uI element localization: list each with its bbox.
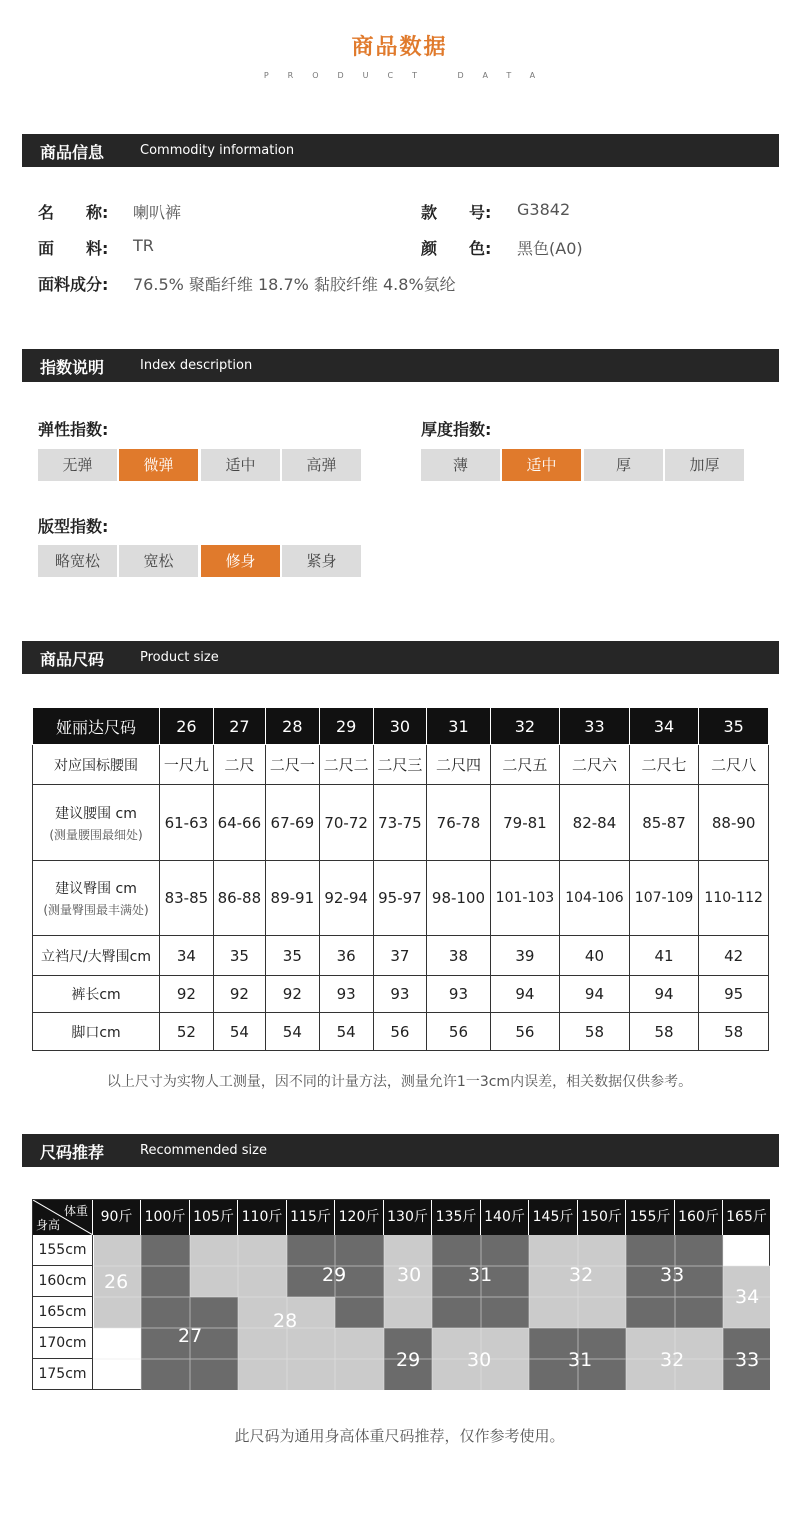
zone-label-34: 34 bbox=[735, 1286, 760, 1308]
table-cell: 38 bbox=[427, 936, 490, 976]
table-cell: 二尺八 bbox=[699, 745, 769, 785]
composition-value: 76.5% 聚酯纤维 18.7% 黏胶纤维 4.8%氨纶 bbox=[133, 275, 456, 294]
table-row bbox=[33, 785, 769, 861]
page-subtitle: PRODUCT DATA bbox=[263, 71, 555, 80]
table-cell: 二尺五 bbox=[490, 745, 560, 785]
table-cell: 二尺四 bbox=[427, 745, 490, 785]
table-cell: 94 bbox=[629, 976, 699, 1013]
table-cell: 36 bbox=[319, 936, 373, 976]
zone-label-32: 32 bbox=[569, 1264, 594, 1286]
table-cell: 37 bbox=[373, 936, 427, 976]
zone-label-29-low: 29 bbox=[396, 1349, 421, 1371]
section-title-en: Index description bbox=[140, 358, 253, 373]
size-note: 以上尺寸为实物人工测量，因不同的计量方法，测量允许1一3cm内误差，相关数据仅供参考。 bbox=[106, 1074, 693, 1090]
table-cell: 88-90 bbox=[699, 785, 769, 861]
size-col: 26 bbox=[160, 708, 214, 745]
fit-option: 略宽松 bbox=[38, 545, 117, 577]
table-cell: 86-88 bbox=[213, 861, 265, 936]
fit-option: 紧身 bbox=[282, 545, 361, 577]
row-label: 脚口cm bbox=[33, 1013, 160, 1051]
section-bar-index bbox=[22, 349, 779, 382]
table-cell: 92 bbox=[160, 976, 214, 1013]
elastic-option: 无弹 bbox=[38, 449, 117, 481]
section-bar-size bbox=[22, 641, 779, 674]
table-cell: 34 bbox=[160, 936, 214, 976]
elastic-option-selected: 微弹 bbox=[119, 449, 198, 481]
table-cell: 二尺一 bbox=[265, 745, 319, 785]
composition-label: 面料成分: bbox=[38, 275, 109, 294]
size-col: 34 bbox=[629, 708, 699, 745]
section-title-cn: 商品信息 bbox=[40, 143, 105, 162]
rec-note: 此尺码为通用身高体重尺码推荐，仅作参考使用。 bbox=[234, 1427, 565, 1445]
row-label: 立裆尺/大臀围cm bbox=[33, 936, 160, 976]
weight-header: 120斤 bbox=[335, 1200, 384, 1235]
zone-label-31-low: 31 bbox=[568, 1349, 593, 1371]
height-label: 175cm bbox=[33, 1359, 93, 1390]
section-title-en: Recommended size bbox=[140, 1143, 267, 1158]
table-row bbox=[33, 861, 769, 936]
table-cell: 56 bbox=[427, 1013, 490, 1051]
table-cell: 92-94 bbox=[319, 861, 373, 936]
thickness-option: 加厚 bbox=[665, 449, 744, 481]
size-table bbox=[32, 707, 769, 1051]
section-bar-rec bbox=[22, 1134, 779, 1167]
weight-header: 160斤 bbox=[675, 1200, 723, 1235]
table-cell: 95 bbox=[699, 976, 769, 1013]
row-label bbox=[33, 785, 160, 861]
height-label: 170cm bbox=[33, 1328, 93, 1359]
weight-header: 90斤 bbox=[93, 1200, 141, 1235]
weight-header: 140斤 bbox=[481, 1200, 529, 1235]
table-row bbox=[33, 976, 769, 1013]
row-label-main: 建议腰围 cm bbox=[55, 805, 137, 822]
table-cell: 76-78 bbox=[427, 785, 490, 861]
section-title-cn: 商品尺码 bbox=[40, 650, 105, 669]
zone-label-33: 33 bbox=[660, 1264, 685, 1286]
table-cell: 107-109 bbox=[629, 861, 699, 936]
size-col: 29 bbox=[319, 708, 373, 745]
color-label: 颜 色: bbox=[421, 239, 492, 258]
zone-label-28: 28 bbox=[273, 1310, 298, 1332]
table-cell: 93 bbox=[319, 976, 373, 1013]
section-bar-info bbox=[22, 134, 779, 167]
weight-header: 165斤 bbox=[723, 1200, 770, 1235]
size-col: 33 bbox=[560, 708, 630, 745]
table-cell: 67-69 bbox=[265, 785, 319, 861]
table-cell: 92 bbox=[265, 976, 319, 1013]
zone-label-31: 31 bbox=[468, 1264, 493, 1286]
table-cell: 二尺六 bbox=[560, 745, 630, 785]
table-cell: 56 bbox=[373, 1013, 427, 1051]
row-label-sub: (测量臀围最丰满处) bbox=[43, 903, 149, 917]
height-label: 155cm bbox=[33, 1235, 93, 1266]
table-row bbox=[33, 936, 769, 976]
thickness-option-selected: 适中 bbox=[502, 449, 581, 481]
fit-option: 宽松 bbox=[119, 545, 198, 577]
table-row bbox=[33, 745, 769, 785]
name-value: 喇叭裤 bbox=[133, 203, 182, 222]
table-cell: 98-100 bbox=[427, 861, 490, 936]
size-col: 28 bbox=[265, 708, 319, 745]
size-corner: 娅丽达尺码 bbox=[33, 708, 160, 745]
table-cell: 104-106 bbox=[560, 861, 630, 936]
size-zone-27 bbox=[141, 1235, 190, 1390]
row-label: 裤长cm bbox=[33, 976, 160, 1013]
table-cell: 110-112 bbox=[699, 861, 769, 936]
elastic-index-title: 弹性指数: bbox=[38, 420, 109, 439]
weight-header: 135斤 bbox=[432, 1200, 481, 1235]
table-cell: 一尺九 bbox=[160, 745, 214, 785]
table-row bbox=[33, 1013, 769, 1051]
row-label-sub: (测量腰围最细处) bbox=[49, 827, 143, 842]
table-cell: 40 bbox=[560, 936, 630, 976]
elastic-option: 高弹 bbox=[282, 449, 361, 481]
size-col: 27 bbox=[213, 708, 265, 745]
weight-header: 150斤 bbox=[578, 1200, 626, 1235]
table-cell: 58 bbox=[560, 1013, 630, 1051]
table-cell: 93 bbox=[373, 976, 427, 1013]
section-title-cn: 指数说明 bbox=[40, 358, 105, 377]
size-col: 35 bbox=[699, 708, 769, 745]
table-cell: 58 bbox=[629, 1013, 699, 1051]
table-cell: 二尺二 bbox=[319, 745, 373, 785]
table-cell: 95-97 bbox=[373, 861, 427, 936]
table-cell: 94 bbox=[560, 976, 630, 1013]
section-title-cn: 尺码推荐 bbox=[40, 1143, 105, 1162]
size-zone-29-ext bbox=[335, 1297, 384, 1328]
table-cell: 58 bbox=[699, 1013, 769, 1051]
zone-label-30: 30 bbox=[397, 1264, 422, 1286]
corner-weight: 体重 bbox=[63, 1204, 88, 1218]
elastic-option: 适中 bbox=[201, 449, 280, 481]
size-col: 31 bbox=[427, 708, 490, 745]
weight-header: 130斤 bbox=[384, 1200, 432, 1235]
size-zone-28 bbox=[190, 1235, 287, 1297]
table-cell: 73-75 bbox=[373, 785, 427, 861]
section-title-en: Commodity information bbox=[140, 143, 295, 158]
zone-label-29: 29 bbox=[322, 1264, 347, 1286]
weight-header: 115斤 bbox=[287, 1200, 335, 1235]
height-label: 165cm bbox=[33, 1297, 93, 1328]
weight-header: 100斤 bbox=[141, 1200, 190, 1235]
weight-header: 145斤 bbox=[529, 1200, 578, 1235]
table-cell: 35 bbox=[265, 936, 319, 976]
table-cell: 83-85 bbox=[160, 861, 214, 936]
table-cell: 94 bbox=[490, 976, 560, 1013]
zone-label-30-low: 30 bbox=[467, 1349, 492, 1371]
weight-header: 110斤 bbox=[238, 1200, 287, 1235]
table-cell: 54 bbox=[319, 1013, 373, 1051]
table-cell: 二尺 bbox=[213, 745, 265, 785]
height-label: 160cm bbox=[33, 1266, 93, 1297]
zone-label-33-low: 33 bbox=[735, 1349, 760, 1371]
table-cell: 42 bbox=[699, 936, 769, 976]
row-label: 对应国标腰围 bbox=[33, 745, 160, 785]
page-title: 商品数据 bbox=[351, 35, 448, 60]
weight-header: 155斤 bbox=[626, 1200, 675, 1235]
table-cell: 89-91 bbox=[265, 861, 319, 936]
fit-option-selected: 修身 bbox=[201, 545, 280, 577]
style-value: G3842 bbox=[517, 200, 571, 219]
rec-corner bbox=[33, 1200, 93, 1235]
fabric-value: TR bbox=[133, 236, 154, 255]
table-cell: 54 bbox=[213, 1013, 265, 1051]
size-col: 30 bbox=[373, 708, 427, 745]
table-cell: 85-87 bbox=[629, 785, 699, 861]
table-cell: 56 bbox=[490, 1013, 560, 1051]
row-label bbox=[33, 861, 160, 936]
table-cell: 70-72 bbox=[319, 785, 373, 861]
table-cell: 39 bbox=[490, 936, 560, 976]
fit-index-title: 版型指数: bbox=[38, 517, 109, 536]
table-cell: 79-81 bbox=[490, 785, 560, 861]
row-label-main: 建议臀围 cm bbox=[55, 881, 137, 897]
table-cell: 92 bbox=[213, 976, 265, 1013]
zone-label-27: 27 bbox=[178, 1325, 203, 1347]
thickness-option: 厚 bbox=[584, 449, 663, 481]
table-cell: 35 bbox=[213, 936, 265, 976]
size-col: 32 bbox=[490, 708, 560, 745]
color-value: 黑色(A0) bbox=[517, 239, 583, 258]
table-cell: 61-63 bbox=[160, 785, 214, 861]
style-label: 款 号: bbox=[421, 203, 492, 222]
table-cell: 41 bbox=[629, 936, 699, 976]
table-cell: 64-66 bbox=[213, 785, 265, 861]
table-cell: 93 bbox=[427, 976, 490, 1013]
name-label: 名 称: bbox=[38, 203, 109, 222]
table-cell: 二尺三 bbox=[373, 745, 427, 785]
table-cell: 82-84 bbox=[560, 785, 630, 861]
zone-label-26: 26 bbox=[104, 1271, 129, 1293]
thickness-option: 薄 bbox=[421, 449, 500, 481]
fabric-label: 面 料: bbox=[38, 239, 109, 258]
corner-height: 身高 bbox=[36, 1218, 61, 1232]
zone-label-32-low: 32 bbox=[660, 1349, 685, 1371]
table-cell: 52 bbox=[160, 1013, 214, 1051]
size-header-row bbox=[33, 708, 769, 745]
table-cell: 二尺七 bbox=[629, 745, 699, 785]
table-cell: 54 bbox=[265, 1013, 319, 1051]
thickness-index-title: 厚度指数: bbox=[421, 420, 492, 439]
section-title-en: Product size bbox=[140, 650, 219, 665]
weight-header: 105斤 bbox=[190, 1200, 238, 1235]
recommend-chart bbox=[32, 1199, 770, 1390]
table-cell: 101-103 bbox=[490, 861, 560, 936]
